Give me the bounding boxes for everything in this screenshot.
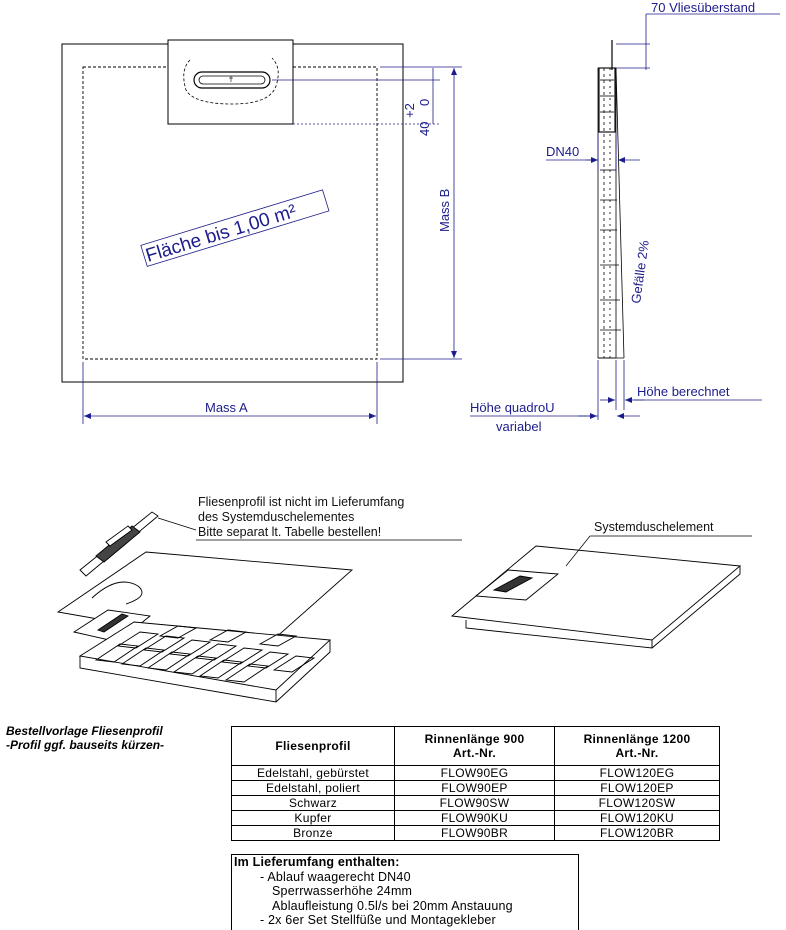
col-profile-header: Fliesenprofil (232, 727, 395, 766)
scope-item-seal-height: Sperrwasserhöhe 24mm (272, 884, 413, 898)
dim-zero: 0 (417, 98, 432, 106)
article-900: FLOW90EG (395, 766, 555, 781)
col-1200-header (555, 727, 720, 766)
profile-note-line1: Fliesenprofil ist nicht im Lieferumfang (198, 495, 405, 509)
drain-section (599, 68, 615, 132)
exploded-view (58, 512, 462, 702)
col-900-title: Rinnenlänge 900 (424, 732, 525, 746)
table-row (232, 826, 720, 841)
profile-name: Kupfer (232, 811, 395, 826)
dim-plus-two: +2 (402, 103, 417, 118)
plan-view (62, 40, 403, 382)
scope-item-feet: - 2x 6er Set Stellfüße und Montagekleber (260, 913, 496, 927)
scope-title: Im Lieferumfang enthalten: (234, 855, 400, 869)
scope-of-delivery (231, 854, 579, 930)
dim-forty: 40 (417, 121, 432, 136)
table-row (232, 796, 720, 811)
mass-b-label: Mass B (437, 188, 452, 232)
col-900-header (395, 727, 555, 766)
table-row (232, 811, 720, 826)
system-element-label: Systemduschelement (594, 520, 714, 534)
side-dimensions (470, 14, 780, 420)
article-1200: FLOW120SW (555, 796, 720, 811)
dn40-label: DN40 (546, 144, 580, 159)
article-1200: FLOW120BR (555, 826, 720, 841)
vlies-label: 70 Vliesüberstand (651, 0, 756, 15)
order-heading (6, 724, 164, 752)
table-row (232, 766, 720, 781)
hoehe-quadrou-label: Höhe quadroU (470, 400, 555, 415)
profile-note-line3: Bitte separat lt. Tabelle bestellen! (198, 525, 382, 539)
article-900: FLOW90EP (395, 781, 555, 796)
drain-plate (168, 40, 293, 124)
profile-name: Bronze (232, 826, 395, 841)
article-1200: FLOW120EG (555, 766, 720, 781)
article-900: FLOW90KU (395, 811, 555, 826)
order-heading-line2: -Profil ggf. bauseits kürzen- (6, 738, 165, 752)
profile-name: Schwarz (232, 796, 395, 811)
article-1200: FLOW120EP (555, 781, 720, 796)
gefaelle-label: Gefälle 2% (628, 239, 652, 305)
hoehe-berechnet-label: Höhe berechnet (637, 384, 730, 399)
mass-a-label: Mass A (205, 400, 248, 415)
scope-item-flow-rate: Ablaufleistung 0.5l/s bei 20mm Anstauung (272, 898, 513, 913)
col-1200-title: Rinnenlänge 1200 (583, 732, 691, 746)
profile-name: Edelstahl, gebürstet (232, 766, 395, 781)
article-900: FLOW90BR (395, 826, 555, 841)
article-900: FLOW90SW (395, 796, 555, 811)
profile-note-line2: des Systemduschelementes (198, 510, 355, 524)
col-900-subtitle: Art.-Nr. (452, 746, 497, 760)
order-table (231, 726, 720, 841)
order-table-header (232, 727, 720, 766)
area-label (141, 190, 329, 268)
table-row (232, 781, 720, 796)
variabel-label: variabel (496, 419, 542, 434)
order-heading-line1: Bestellvorlage Fliesenprofil (6, 724, 163, 738)
col-1200-subtitle: Art.-Nr. (615, 746, 659, 760)
side-view (598, 40, 624, 358)
article-1200: FLOW120KU (555, 811, 720, 826)
assembled-view (452, 536, 752, 648)
grid-base (80, 622, 330, 702)
scope-item-drain: - Ablauf waagerecht DN40 (260, 869, 411, 884)
profile-name: Edelstahl, poliert (232, 781, 395, 796)
svg-text:Fläche bis 1,00 m²: Fläche bis 1,00 m² (143, 201, 299, 267)
side-body (598, 68, 616, 358)
